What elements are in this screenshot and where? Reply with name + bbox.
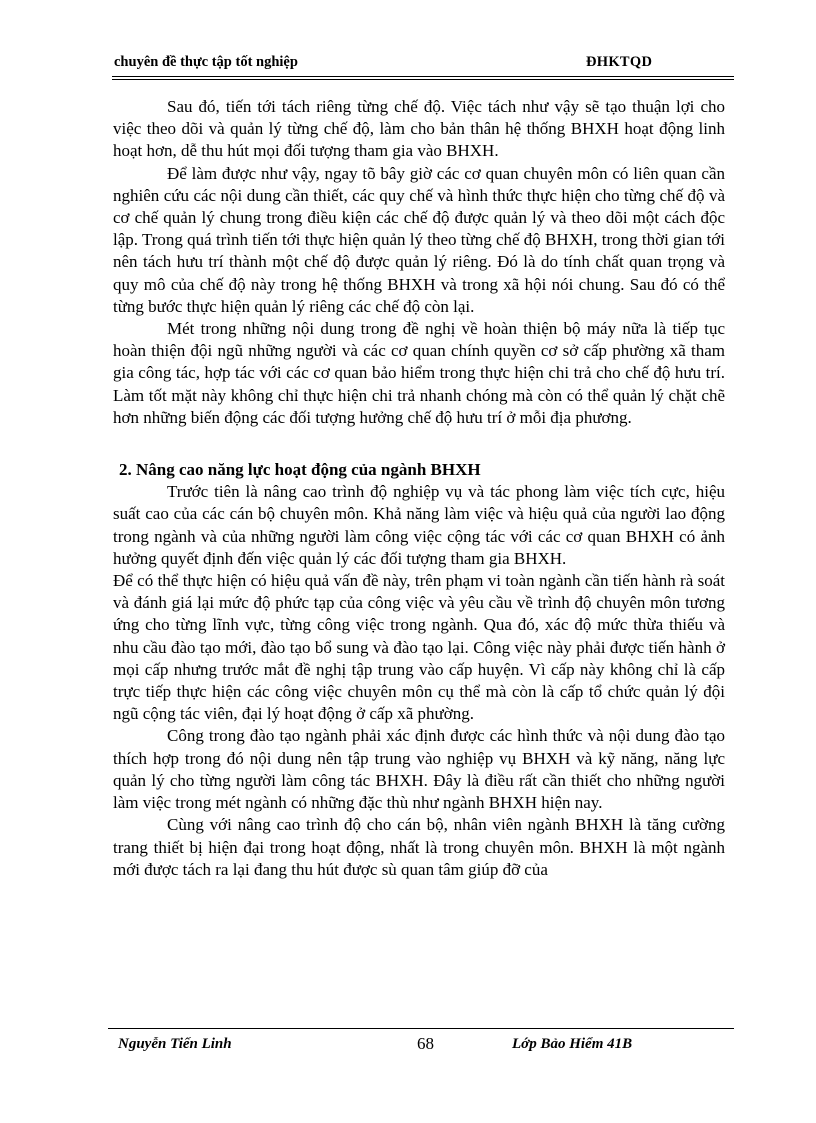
- paragraph-4: Trước tiên là nâng cao trình độ nghiệp vụ và tác phong làm việc tích cực, hiệu suất cao của các cán bộ chuyên môn. Khả năng làm việc và hiệu quả của người lao động trong ngành và của những người làm công việc cộng tác với các cơ quan BHXH có ảnh hưởng quyết định đến việc quản lý các đối tượng tham gia BHXH.: [113, 482, 725, 568]
- header-rule: [112, 76, 734, 77]
- page-header: [112, 54, 732, 76]
- section-heading: 2. Nâng cao năng lực hoạt động của ngành BHXH: [119, 460, 481, 480]
- footer-rule: [108, 1028, 734, 1029]
- header-institution: ĐHKTQD: [586, 54, 653, 70]
- footer-author: Nguyễn Tiến Linh: [118, 1036, 232, 1052]
- page-footer: [108, 1036, 734, 1058]
- paragraph-2: Để làm được như vậy, ngay tõ bây giờ các cơ quan chuyên môn có liên quan cần nghiên cứu các nội dung cần thiết, các quy chế và hình thức thực hiện cho từng chế độ và cơ chế quản lý chung trong điều kiện các chế độ được quản lý và theo dõi một cách độc lập. Trong quá trình tiến tới thực hiện quản lý theo từng chế độ BHXH, trong thời gian tới nên tách hưu trí thành một chế độ được quản lý riêng. Đó là do tính chất quan trọng và quy mô của chế độ này trong hệ thống BHXH và trong xã hội nói chung. Sau đó có thể từng bước thực hiện quản lý riêng các chế độ còn lại.: [113, 163, 725, 316]
- footer-class: Lớp Bảo Hiểm 41B: [512, 1036, 633, 1052]
- paragraph-5: Để có thể thực hiện có hiệu quả vấn đề này, trên phạm vi toàn ngành cần tiến hành rà soát và đánh giá lại mức độ phức tạp của công việc và yêu cầu về trình độ chuyên môn tương ứng cho từng lĩnh vực, từng công việc trong ngành. Qua đó, xác độ mức thừa thiếu và nhu cầu đào tạo mới, đào tạo bổ sung và đào tạo lại. Công việc này phải được tiến hành ở mọi cấp nhưng trước mắt đề nghị tập trung vào cấp huyện. Vì cấp này không chỉ là cấp trực tiếp thực hiện các công việc chuyên môn cụ thể mà còn là cấp tổ chức quản lý đội ngũ cộng tác viên, đại lý hoạt động ở cấp xã phường.: [113, 571, 725, 724]
- paragraph-7: Cùng với nâng cao trình độ cho cán bộ, nhân viên ngành BHXH là tăng cường trang thiết bị hiện đại trong hoạt động, nhất là trong chuyên môn. BHXH là một ngành mới được tách ra lại đang thu hút được sù quan tâm giúp đỡ của: [113, 815, 725, 879]
- header-title: chuyên đề thực tập tốt nghiệp: [114, 54, 298, 70]
- paragraph-3: Mét trong những nội dung trong đề nghị về hoàn thiện bộ máy nữa là tiếp tục hoàn thiện đội ngũ những người và các cơ quan chính quyền cơ sở cấp phường xã tham gia công tác, hợp tác với các cơ quan bảo hiểm trong thực hiện chi trả cho chế độ hưu trí. Làm tốt mặt này không chỉ thực hiện chi trả nhanh chóng mà còn có thể quản lý chặt chẽ hơn những biến động các đối tượng hưởng chế độ hưu trí ở mỗi địa phương.: [113, 319, 725, 427]
- page-body: [113, 96, 725, 881]
- paragraph-1: Sau đó, tiến tới tách riêng từng chế độ. Việc tách như vậy sẽ tạo thuận lợi cho việc theo dõi và quản lý từng chế độ, làm cho bản thân hệ thống BHXH hoạt động linh hoạt hơn, dễ thu hút mọi đối tượng tham gia vào BHXH.: [113, 97, 725, 161]
- header-rule-thin: [112, 79, 734, 80]
- page-number: 68: [417, 1034, 434, 1053]
- paragraph-6: Công trong đào tạo ngành phải xác định được các hình thức và nội dung đào tạo thích hợp trong đó nội dung nên tập trung vào nghiệp vụ BHXH và kỹ năng, năng lực quản lý cho từng người làm công tác BHXH. Đây là điều rất cần thiết cho những người làm việc trong mét ngành có những đặc thù như ngành BHXH hiện nay.: [113, 726, 725, 813]
